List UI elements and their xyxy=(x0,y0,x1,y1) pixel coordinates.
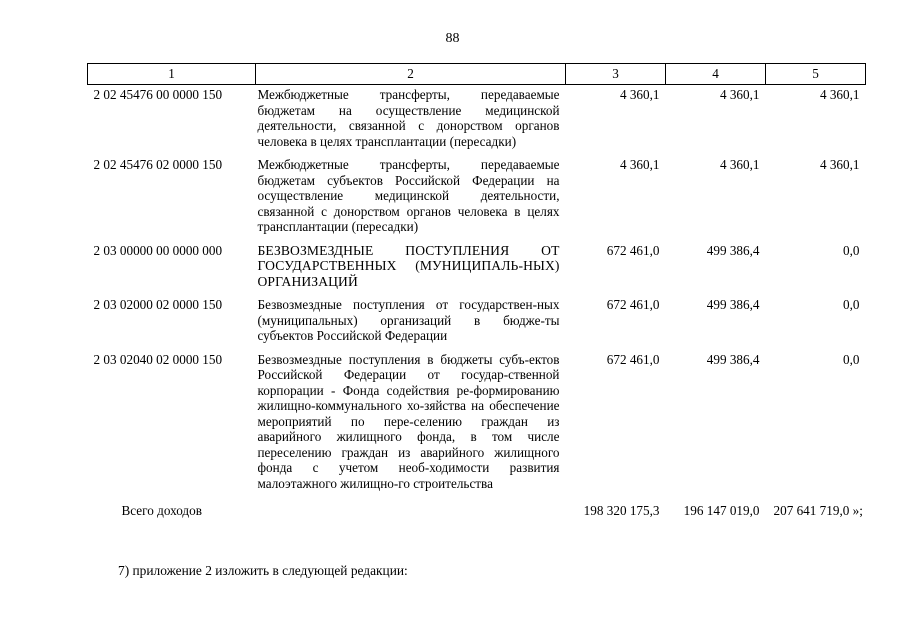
amendment-instruction: 7) приложение 2 изложить в следующей редакции: xyxy=(118,563,408,578)
row-value-year3: 0,0 xyxy=(843,242,860,258)
total-value-year2: 196 147 019,0 xyxy=(683,503,760,518)
column-header-4: 4 xyxy=(666,64,766,85)
page-number: 88 xyxy=(445,31,460,46)
table-body xyxy=(88,85,866,525)
table-header xyxy=(88,64,866,85)
row-value-year3: 4 360,1 xyxy=(819,87,860,102)
row-value-year2: 4 360,1 xyxy=(719,157,760,172)
total-value-year1: 198 320 175,3 xyxy=(583,503,660,518)
budget-table xyxy=(87,63,866,525)
row-code: 2 02 45476 00 0000 150 xyxy=(93,87,223,102)
total-row xyxy=(88,497,866,525)
row-value-year1: 4 360,1 xyxy=(619,87,660,102)
header-row xyxy=(88,64,866,85)
table-row xyxy=(88,350,866,498)
row-value-year2: 4 360,1 xyxy=(719,87,760,102)
column-header-1: 1 xyxy=(88,64,256,85)
total-value-year3: 207 641 719,0 »; xyxy=(773,503,863,518)
column-header-3: 3 xyxy=(566,64,666,85)
table-row xyxy=(88,155,866,241)
row-value-year1: 4 360,1 xyxy=(619,157,660,172)
row-name: Безвозмездные поступления от государствен-ных (муниципальных) организаций в бюдже-ты субъектов Российской Федерации xyxy=(257,297,560,343)
row-value-year3: 4 360,1 xyxy=(819,157,860,172)
row-name: Межбюджетные трансферты, передаваемые бюджетам субъектов Российской Федерации на осуществление медицинской деятельности, связанной с донорством органов человека в целях трансплантации (пересадки) xyxy=(257,157,560,234)
row-code: 2 03 00000 00 0000 000 xyxy=(93,242,223,258)
row-value-year2: 499 386,4 xyxy=(706,297,760,312)
row-value-year1: 672 461,0 xyxy=(606,242,660,258)
row-code: 2 03 02000 02 0000 150 xyxy=(93,297,223,312)
table-row xyxy=(88,85,866,156)
row-name: БЕЗВОЗМЕЗДНЫЕ ПОСТУПЛЕНИЯ ОТ ГОСУДАРСТВЕННЫХ (МУНИЦИПАЛЬ-НЫХ) ОРГАНИЗАЦИЙ xyxy=(257,242,560,289)
row-name: Межбюджетные трансферты, передаваемые бюджетам на осуществление медицинской деятельности, связанной с донорством органов человека в целях трансплантации (пересадки) xyxy=(257,87,560,149)
row-name: Безвозмездные поступления в бюджеты субъ-ектов Российской Федерации от государ-ственной корпорации - Фонда содействия ре-формированию жилищно-коммунального хо-зяйства на обеспечение мероприятий по пере-селению граждан из аварийного жилищного фонда, в том числе переселению граждан из аварийного жилищного фонда с учетом необ-ходимости развития малоэтажного жилищно-го строительства xyxy=(257,351,560,491)
column-header-5: 5 xyxy=(766,64,866,85)
total-label: Всего доходов xyxy=(121,503,202,518)
column-header-2: 2 xyxy=(256,64,566,85)
row-value-year3: 0,0 xyxy=(843,351,860,367)
row-value-year2: 499 386,4 xyxy=(706,242,760,258)
row-code: 2 02 45476 02 0000 150 xyxy=(93,157,223,172)
row-value-year3: 0,0 xyxy=(843,297,860,312)
row-code: 2 03 02040 02 0000 150 xyxy=(93,351,223,367)
table-row xyxy=(88,295,866,350)
row-value-year2: 499 386,4 xyxy=(706,351,760,367)
row-value-year1: 672 461,0 xyxy=(606,297,660,312)
row-value-year1: 672 461,0 xyxy=(606,351,660,367)
table-row xyxy=(88,241,866,296)
